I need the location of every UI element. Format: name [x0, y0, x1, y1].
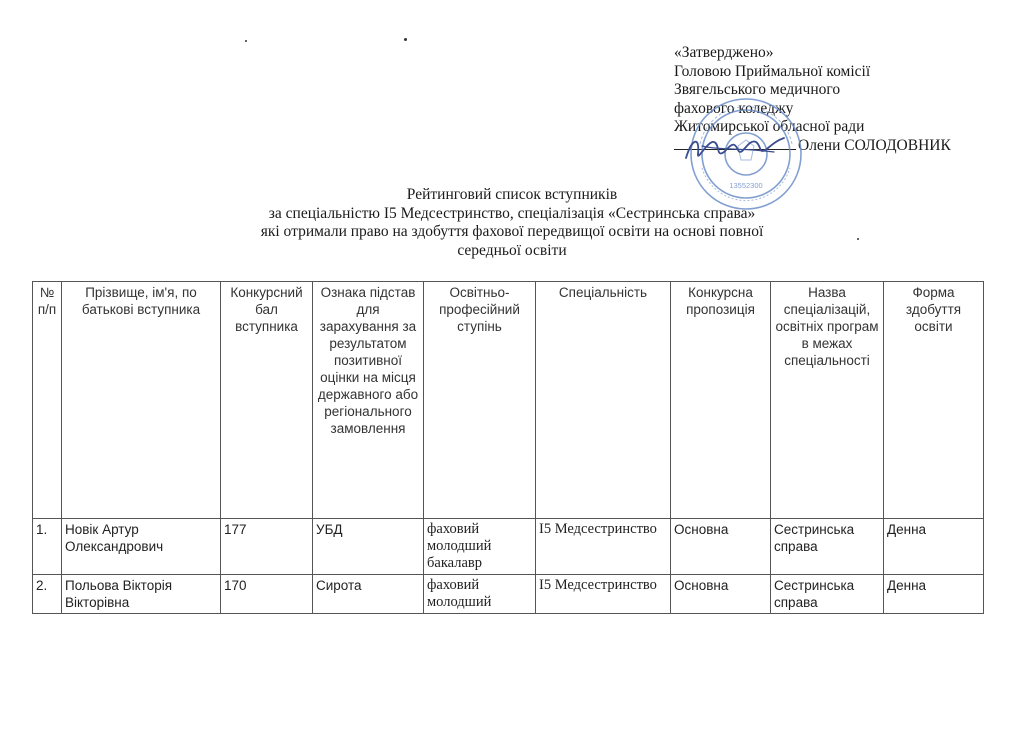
header-program: Назва спеціалізацій, освітніх програм в межах спеціальності [771, 282, 884, 519]
approval-institution-1: Звягельського медичного [674, 81, 841, 98]
header-degree: Освітньо-професійний ступінь [424, 282, 536, 519]
scan-speck [404, 38, 407, 41]
header-offer: Конкурсна пропозиція [671, 282, 771, 519]
header-basis: Ознака підстав для зарахування за результатом позитивної оцінки на місця державного або регіонального замовлення [313, 282, 424, 519]
header-form: Форма здобуття освіти [884, 282, 984, 519]
title-line-4: середньої освіти [457, 241, 567, 259]
header-specialty: Спеціальність [536, 282, 671, 519]
document-title [160, 186, 864, 260]
cell-basis: УБД [313, 519, 424, 575]
cell-score: 170 [221, 575, 313, 614]
title-line-2: за спеціальністю І5 Медсестринство, спеціалізація «Сестринська справа» [268, 204, 756, 222]
cell-number: 2. [33, 575, 62, 614]
cell-specialty: І5 Медсестринство [536, 519, 671, 575]
cell-form: Денна [884, 575, 984, 614]
approval-institution-2: фахового коледжу [674, 99, 794, 117]
cell-name: Польова Вікторія Вікторівна [62, 575, 221, 614]
cell-offer: Основна [671, 519, 771, 575]
rating-table [32, 281, 984, 614]
header-number: № п/п [33, 282, 62, 519]
title-line-1: Рейтинговий список вступників [406, 186, 618, 203]
scan-speck [245, 40, 247, 42]
approval-heading: «Затверджено» [674, 44, 774, 61]
cell-specialty: І5 Медсестринство [536, 575, 671, 614]
approval-institution-3: Житомирської обласної ради [674, 118, 865, 135]
cell-form: Денна [884, 519, 984, 575]
cell-degree: фаховий молодший [424, 575, 536, 614]
cell-degree: фаховий молодший бакалавр [424, 519, 536, 575]
table-row [33, 575, 984, 614]
title-line-3: які отримали право на здобуття фахової передвищої освіти на основі повної [260, 223, 764, 240]
stamp-code: 13552300 [729, 181, 763, 190]
cell-basis: Сирота [313, 575, 424, 614]
table-header-row [33, 282, 984, 519]
cell-program: Сестринська справа [771, 519, 884, 575]
table-row [33, 519, 984, 575]
approval-position: Головою Приймальної комісії [674, 62, 871, 80]
header-score: Конкурсний бал вступника [221, 282, 313, 519]
cell-program: Сестринська справа [771, 575, 884, 614]
header-name: Прізвище, ім'я, по батькові вступника [62, 282, 221, 519]
signer-name: Олени СОЛОДОВНИК [798, 136, 951, 154]
cell-number: 1. [33, 519, 62, 575]
cell-name: Новік Артур Олександрович [62, 519, 221, 575]
cell-score: 177 [221, 519, 313, 575]
cell-offer: Основна [671, 575, 771, 614]
handwritten-signature [678, 128, 788, 168]
